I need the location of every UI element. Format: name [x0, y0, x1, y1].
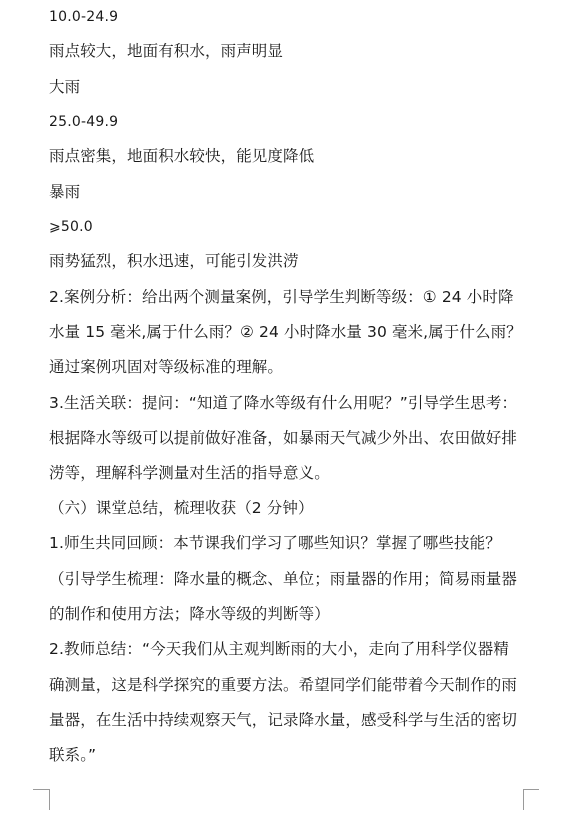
case-analysis-line-3: 通过案例巩固对等级标准的理解。 [49, 358, 284, 376]
case-analysis-line-1: 2.案例分析：给出两个测量案例，引导学生判断等级：① 24 小时降 [49, 288, 514, 306]
rainfall-range-heavy: 25.0-49.9 [49, 114, 119, 130]
medium-rain-description: 雨点较大，地面有积水，雨声明显 [49, 42, 284, 60]
teacher-summary-line-4: 联系。” [49, 746, 97, 764]
life-connection-line-1: 3.生活关联：提问：“知道了降水等级有什么用呢？”引导学生思考： [49, 394, 518, 412]
rainfall-range-medium: 10.0-24.9 [49, 9, 119, 25]
section-heading-summary: （六）课堂总结，梳理收获（2 分钟） [49, 499, 314, 517]
life-connection-line-3: 涝等，理解科学测量对生活的指导意义。 [49, 464, 330, 482]
review-line-3: 的制作和使用方法；降水等级的判断等） [49, 605, 330, 623]
rainstorm-description: 雨势猛烈，积水迅速，可能引发洪涝 [49, 252, 299, 270]
heavy-rain-label: 大雨 [49, 78, 81, 96]
rainfall-range-rainstorm: ⩾50.0 [49, 219, 93, 235]
teacher-summary-line-3: 量器，在生活中持续观察天气，记录降水量，感受科学与生活的密切 [49, 711, 518, 729]
teacher-summary-line-1: 2.教师总结：“今天我们从主观判断雨的大小，走向了用科学仪器精 [49, 640, 509, 658]
heavy-rain-description: 雨点密集，地面积水较快，能见度降低 [49, 147, 315, 165]
case-analysis-line-2: 水量 15 毫米,属于什么雨？② 24 小时降水量 30 毫米,属于什么雨？ [49, 323, 522, 341]
teacher-summary-line-2: 确测量，这是科学探究的重要方法。希望同学们能带着今天制作的雨 [49, 676, 518, 694]
review-line-1: 1.师生共同回顾：本节课我们学习了哪些知识？掌握了哪些技能？ [49, 534, 501, 552]
life-connection-line-2: 根据降水等级可以提前做好准备，如暴雨天气减少外出、农田做好排 [49, 429, 518, 447]
review-line-2: （引导学生梳理：降水量的概念、单位；雨量器的作用；简易雨量器 [49, 570, 518, 588]
rainstorm-label: 暴雨 [49, 183, 81, 201]
